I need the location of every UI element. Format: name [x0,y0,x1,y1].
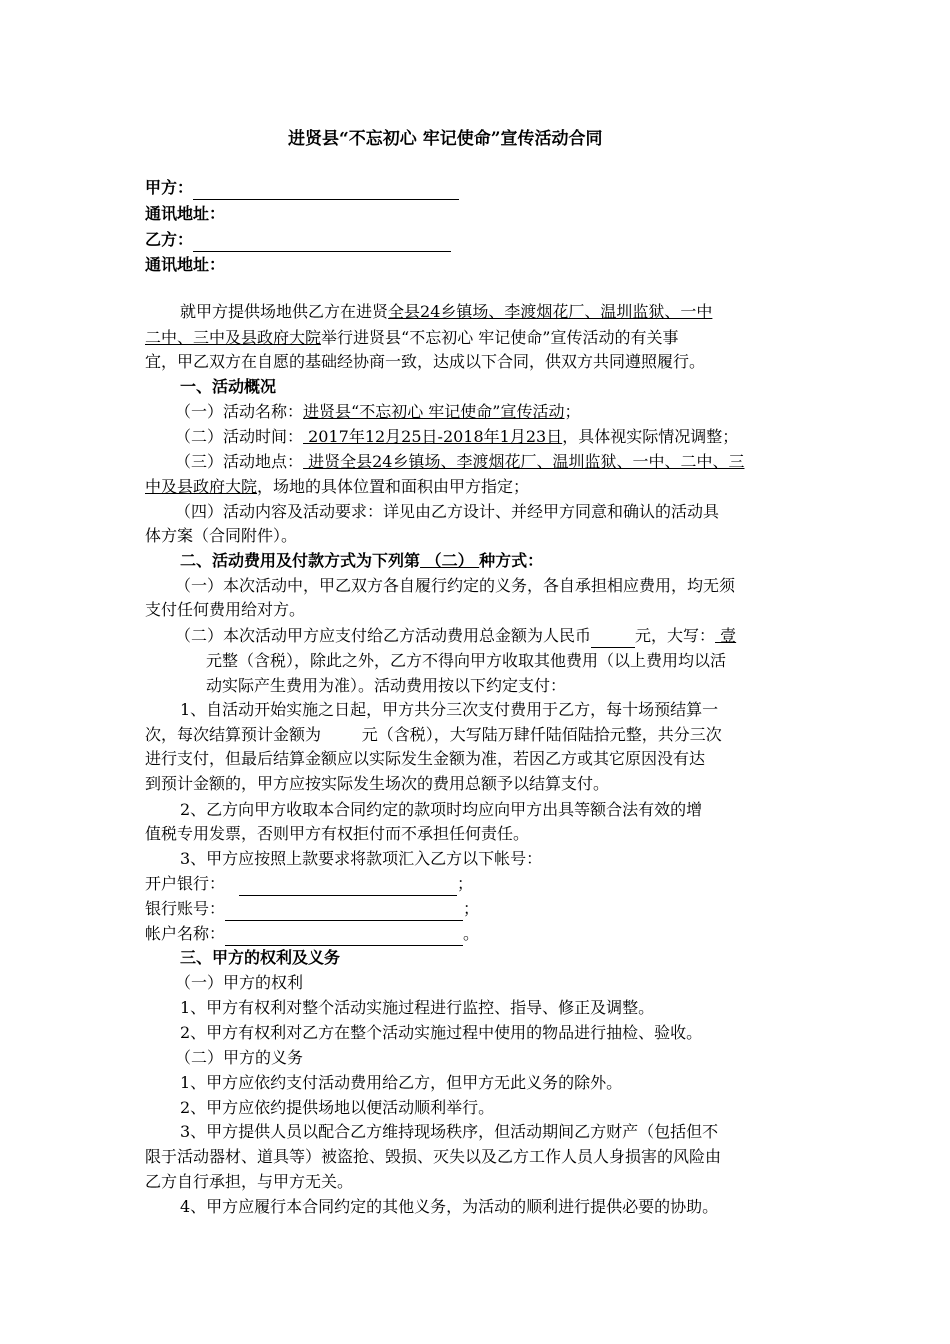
section-1-heading: 一、活动概况 [180,377,277,396]
intro-text: 就甲方提供场地供乙方在进贤 [180,302,389,321]
option-1-line-2: 支付任何费用给对方。 [145,600,306,619]
intro-line-3: 宜，甲乙双方在自愿的基础经协商一致，达成以下合同，供双方共同遵照履行。 [145,352,706,371]
bank-row [145,872,473,896]
holder-row [145,922,479,946]
activity-name-label: （一）活动名称： [175,402,304,421]
payment-choice: （二） [420,551,480,570]
option-2-line-2: 元整（含税），除此之外，乙方不得向甲方收取其他费用（以上费用均以活 [206,651,727,670]
payment-term-3: 3、甲方应按照上款要求将款项汇入乙方以下帐号： [180,849,543,868]
party-b-blank [193,234,451,252]
duty-2: 2、甲方应依约提供场地以便活动顺利举行。 [180,1098,495,1117]
activity-content-line-1: （四）活动内容及活动要求：详见由乙方设计、并经甲方同意和确认的活动具 [175,502,720,521]
activity-name-row [175,400,580,424]
account-blank [225,903,463,921]
activity-time-value: 2017年12月25日-2018年1月23日 [303,427,563,446]
party-b-label: 乙方： [145,230,194,249]
activity-content-line-2: 体方案（合同附件）。 [145,526,298,545]
activity-time-row [175,425,738,449]
payment-term-1-line-3: 进行支付，但最后结算金额应以实际发生金额为准，若因乙方或其它原因没有达 [145,749,706,768]
option-2-text: 元，大写： [635,626,716,645]
account-row [145,897,479,921]
bank-blank [239,878,457,896]
punct: ； [564,402,581,421]
section-2-heading-text: 种方式： [479,551,544,570]
punct: ； [457,874,474,893]
section-2-heading [180,549,543,573]
activity-time-label: （二）活动时间： [175,427,304,446]
punct: ； [463,899,480,918]
intro-line-2 [145,326,678,350]
payment-term-1-line-1: 1、自活动开始实施之日起，甲方共分三次支付费用于乙方，每十场预结算一 [180,700,719,719]
payment-term-1-line-4: 到预计金额的，甲方应按实际发生场次的费用总额予以结算支付。 [145,774,610,793]
amount-blank [591,630,635,648]
address-b-label: 通讯地址： [145,255,226,274]
activity-place-value-cont: 中及县政府大院 [145,477,258,496]
section-2-heading-text: 二、活动费用及付款方式为下列第 [180,551,421,570]
holder-label: 帐户名称： [145,924,226,943]
duty-3-line-2: 限于活动器材、道具等）被盗抢、毁损、灭失以及乙方工作人员人身损害的风险由 [145,1147,722,1166]
payment-term-2-line-2: 值税专用发票，否则甲方有权拒付而不承担任何责任。 [145,824,530,843]
punct: 。 [463,924,480,943]
section-3-heading: 三、甲方的权利及义务 [180,948,341,967]
intro-text: 举行进贤县“不忘初心 牢记使命”宣传活动的有关事 [321,328,679,347]
option-2-line-1 [175,624,736,648]
duty-1: 1、甲方应依约支付活动费用给乙方，但甲方无此义务的除外。 [180,1073,623,1092]
right-1: 1、甲方有权利对整个活动实施过程进行监控、指导、修正及调整。 [180,998,655,1017]
payment-term-1-line-2: 次，每次结算预计金额为 元（含税），大写陆万肆仟陆佰陆拾元整，共分三次 [145,725,722,744]
duty-3-line-1: 3、甲方提供人员以配合乙方维持现场秩序，但活动期间乙方财产（包括但不 [180,1122,719,1141]
holder-blank [225,928,463,946]
option-1-line-1: （一）本次活动中，甲乙双方各自履行约定的义务，各自承担相应费用，均无须 [175,576,736,595]
party-b-row [145,228,451,252]
activity-name-value: 进贤县“不忘初心 牢记使命”宣传活动 [303,402,565,421]
party-a-blank [193,182,459,200]
rights-heading: （一）甲方的权利 [175,973,304,992]
amount-in-words: 壹 [715,626,737,645]
duties-heading: （二）甲方的义务 [175,1048,304,1067]
activity-time-note: ，具体视实际情况调整； [562,427,739,446]
activity-place-value: 进贤全县24乡镇场、李渡烟花厂、温圳监狱、一中、二中、三 [303,452,745,471]
duty-4: 4、甲方应履行本合同约定的其他义务，为活动的顺利进行提供必要的协助。 [180,1197,719,1216]
party-a-row [145,176,459,200]
option-2-text: （二）本次活动甲方应支付给乙方活动费用总金额为人民币 [175,626,592,645]
right-2: 2、甲方有权利对乙方在整个活动实施过程中使用的物品进行抽检、验收。 [180,1023,703,1042]
bank-label: 开户银行： [145,874,226,893]
activity-place-note: ，场地的具体位置和面积由甲方指定； [257,477,530,496]
address-a-label: 通讯地址： [145,204,226,223]
intro-line-1 [180,300,712,324]
party-a-label: 甲方： [145,178,194,197]
activity-place-label: （三）活动地点： [175,452,304,471]
option-2-line-3: 动实际产生费用为准）。活动费用按以下约定支付： [206,676,567,695]
intro-venue-cont: 二中、三中及县政府大院 [145,328,322,347]
payment-term-2-line-1: 2、乙方向甲方收取本合同约定的款项时均应向甲方出具等额合法有效的增 [180,800,703,819]
activity-place-row [175,450,744,474]
intro-venue: 全县24乡镇场、李渡烟花厂、温圳监狱、一中 [388,302,713,321]
activity-place-row-2 [145,475,529,499]
document-title: 进贤县“不忘初心 牢记使命”宣传活动合同 [288,129,603,149]
account-label: 银行账号： [145,899,226,918]
duty-3-line-3: 乙方自行承担，与甲方无关。 [145,1172,354,1191]
